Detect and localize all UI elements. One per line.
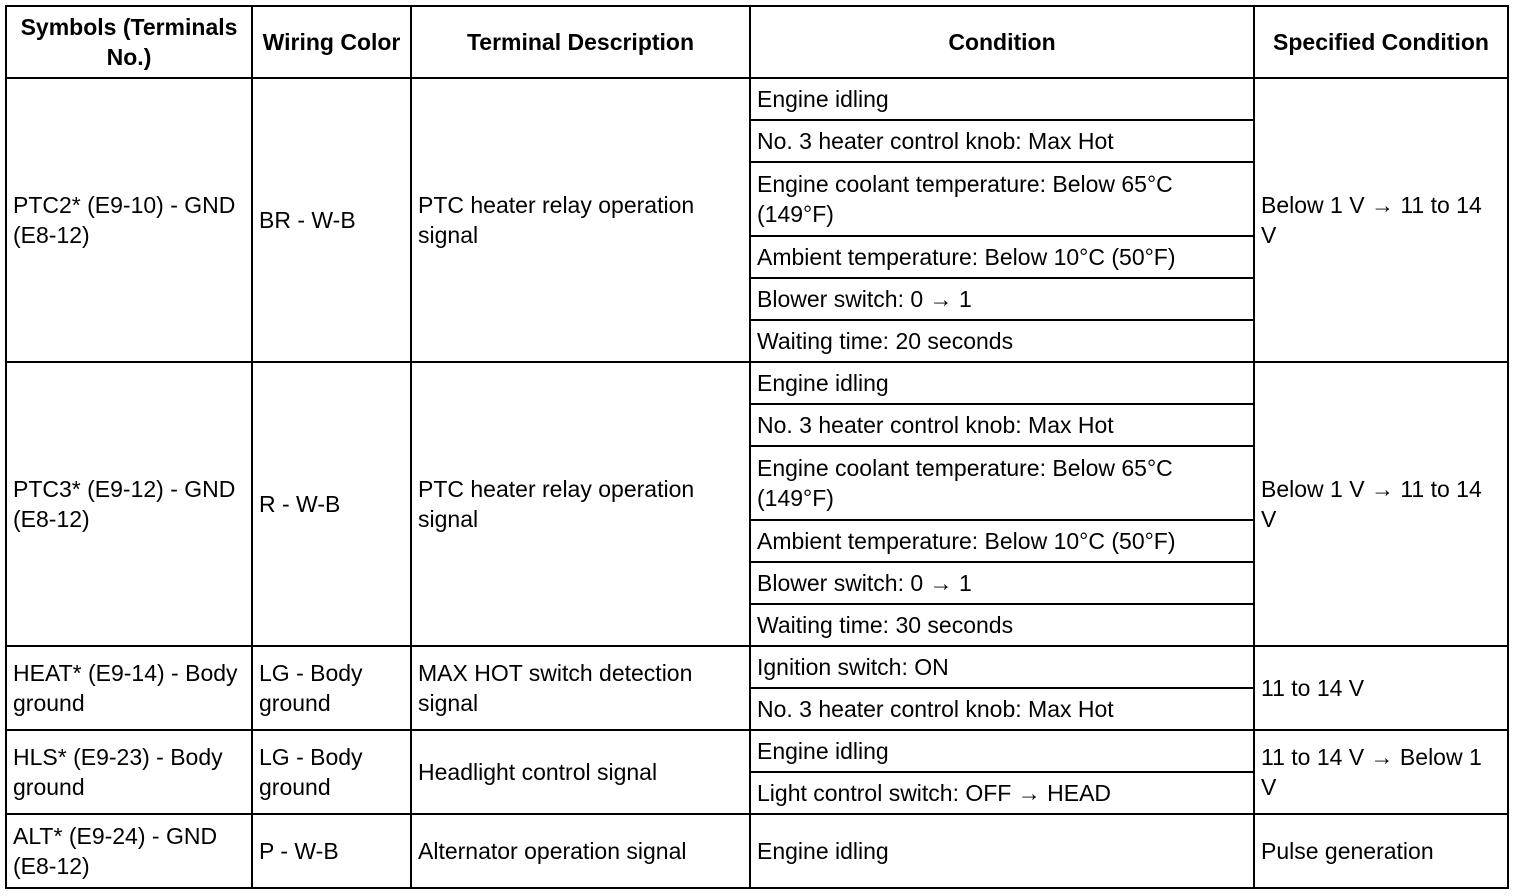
header-symbols: Symbols (Terminals No.) [6,6,252,78]
symbol-cell: HLS* (E9-23) - Body ground [6,730,252,814]
symbol-cell: PTC2* (E9-10) - GND (E8-12) [6,78,252,362]
condition-cell: Blower switch: 0 → 1 [750,278,1254,320]
condition-cell: Ambient temperature: Below 10°C (50°F) [750,236,1254,278]
wiring-cell: R - W-B [252,362,411,646]
terminal-spec-table [5,5,1509,889]
specified-cell: 11 to 14 V [1254,646,1508,730]
symbol-cell: PTC3* (E9-12) - GND (E8-12) [6,362,252,646]
wiring-cell: P - W-B [252,814,411,888]
specified-cell: Below 1 V → 11 to 14 V [1254,78,1508,362]
table-row [6,730,1508,772]
specified-cell: 11 to 14 V → Below 1 V [1254,730,1508,814]
wiring-cell: BR - W-B [252,78,411,362]
header-wiring-color: Wiring Color [252,6,411,78]
condition-cell: Waiting time: 30 seconds [750,604,1254,646]
condition-cell: Light control switch: OFF → HEAD [750,772,1254,814]
condition-cell: Waiting time: 20 seconds [750,320,1254,362]
wiring-cell: LG - Body ground [252,730,411,814]
condition-cell: Ambient temperature: Below 10°C (50°F) [750,520,1254,562]
table-row [6,362,1508,404]
specified-cell: Below 1 V → 11 to 14 V [1254,362,1508,646]
table-row [6,78,1508,120]
condition-cell: Engine coolant temperature: Below 65°C (149°F) [750,446,1254,520]
description-cell: PTC heater relay operation signal [411,78,750,362]
description-cell: PTC heater relay operation signal [411,362,750,646]
table-row [6,646,1508,688]
condition-cell: No. 3 heater control knob: Max Hot [750,120,1254,162]
wiring-cell: LG - Body ground [252,646,411,730]
condition-cell: Blower switch: 0 → 1 [750,562,1254,604]
header-row [6,6,1508,78]
condition-cell: Engine idling [750,362,1254,404]
symbol-cell: HEAT* (E9-14) - Body ground [6,646,252,730]
condition-cell: No. 3 heater control knob: Max Hot [750,404,1254,446]
header-specified-condition: Specified Condition [1254,6,1508,78]
header-condition: Condition [750,6,1254,78]
description-cell: Headlight control signal [411,730,750,814]
header-terminal-description: Terminal Description [411,6,750,78]
condition-cell: No. 3 heater control knob: Max Hot [750,688,1254,730]
table-row [6,814,1508,888]
condition-cell: Ignition switch: ON [750,646,1254,688]
specified-cell: Pulse generation [1254,814,1508,888]
description-cell: Alternator operation signal [411,814,750,888]
condition-cell: Engine idling [750,814,1254,888]
symbol-cell: ALT* (E9-24) - GND (E8-12) [6,814,252,888]
condition-cell: Engine idling [750,730,1254,772]
condition-cell: Engine coolant temperature: Below 65°C (149°F) [750,162,1254,236]
condition-cell: Engine idling [750,78,1254,120]
description-cell: MAX HOT switch detection signal [411,646,750,730]
